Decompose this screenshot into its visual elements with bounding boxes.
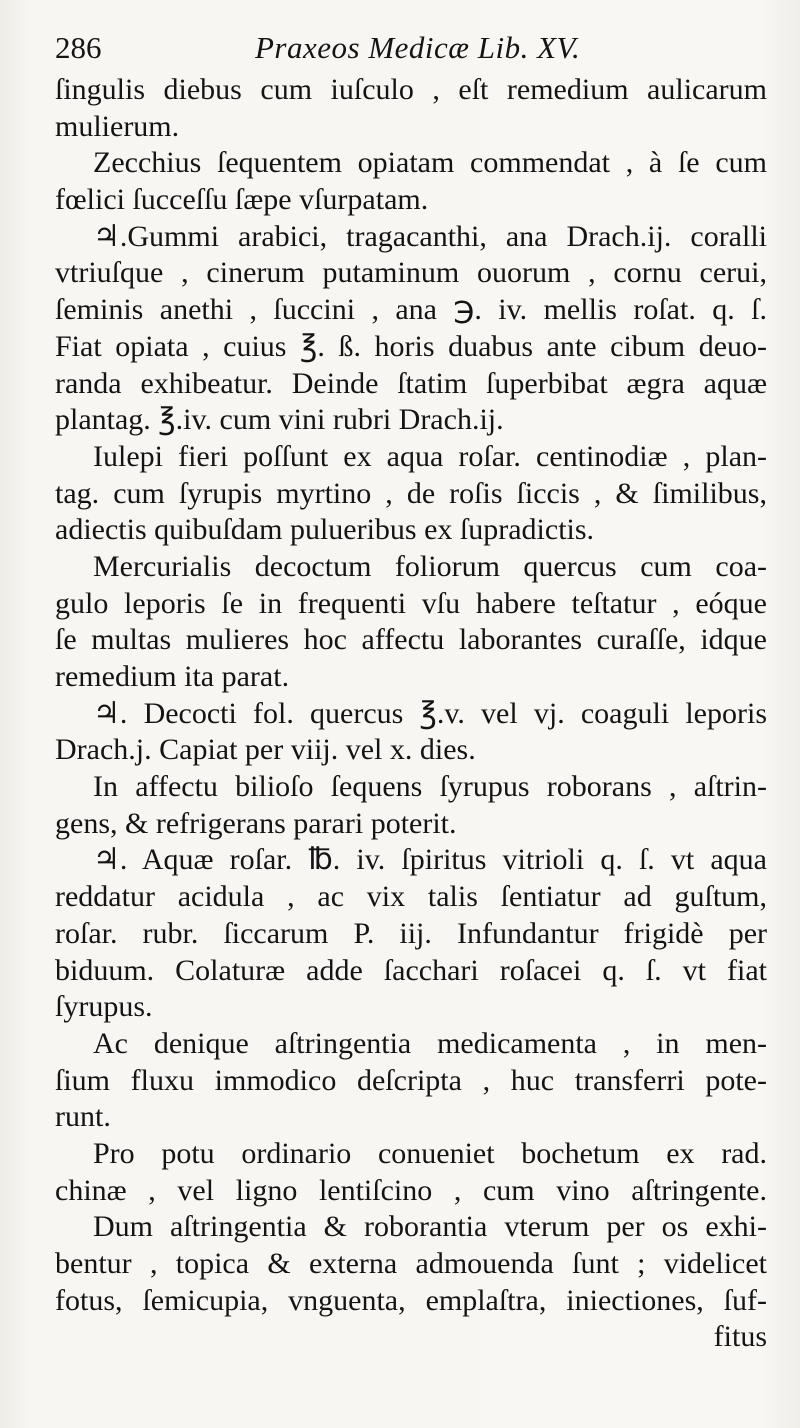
text-line: mulierum. xyxy=(55,109,180,143)
text-line: ♃. Aquæ roſar. ℔. iv. ſpiritus vitrioli q. ſ. vt aqua xyxy=(93,843,767,877)
text-line: ♃.Gummi arabici, tragacanthi, ana Drach.ij. coralli xyxy=(93,219,767,253)
text-line: plantag. ℥.iv. cum vini rubri Drach.ij. xyxy=(55,403,504,437)
text-line: remedium ita parat. xyxy=(55,660,290,693)
text-line: tag. cum ſyrupis myrtino , de roſis ſiccis , & ſimilibus, xyxy=(55,476,767,510)
text-line: Fiat opiata , cuius ℥. ß. horis duabus ante cibum deuo- xyxy=(55,329,767,363)
text-line: Ac denique aſtringentia medicamenta , in men- xyxy=(93,1026,767,1060)
text-line: randa exhibeatur. Deinde ſtatim ſuperbibat ægra aquæ xyxy=(55,366,767,400)
text-line: Zecchius ſequentem opiatam commendat , à ſe cum xyxy=(93,146,767,180)
text-line: fœlici ſucceſſu ſæpe vſurpatam. xyxy=(55,183,429,217)
text-line: runt. xyxy=(55,1100,111,1134)
text-line: ♃. Decocti fol. quercus ℥.v. vel vj. coaguli leporis xyxy=(93,696,767,730)
running-head: Praxeos Medicæ Lib. XV. xyxy=(255,30,581,65)
page-header xyxy=(55,30,755,76)
page-number: 286 xyxy=(55,30,102,65)
text-line: ſium fluxu immodico deſcripta , huc transferri pote- xyxy=(55,1063,767,1097)
text-line: bentur , topica & externa admouenda ſunt ; videlicet xyxy=(55,1247,767,1280)
text-line: adiectis quibuſdam pulueribus ex ſupradictis. xyxy=(55,513,595,547)
text-line: Drach.j. Capiat per viij. vel x. dies. xyxy=(55,733,476,767)
text-line: ſyrupus. xyxy=(55,990,153,1024)
text-line: gens, & refrigerans parari poterit. xyxy=(55,806,457,840)
text-line: Mercurialis decoctum foliorum quercus cum coa- xyxy=(93,549,767,583)
text-line: roſar. rubr. ſiccarum P. iij. Infundantur frigidè per xyxy=(55,916,767,950)
text-body xyxy=(55,72,767,1356)
text-line: reddatur acidula , ac vix talis ſentiatur ad guſtum, xyxy=(55,880,767,914)
text-line: biduum. Colaturæ adde ſacchari roſacei q. ſ. vt fiat xyxy=(55,953,767,987)
text-line: fotus, ſemicupia, vnguenta, emplaſtra, iniectiones, ſuf- xyxy=(55,1283,767,1317)
text-line: ſingulis diebus cum iuſculo , eſt remedium aulicarum xyxy=(55,73,767,106)
text-line: vtriuſque , cinerum putaminum ouorum , cornu cerui, xyxy=(55,256,767,290)
text-line: ſe multas mulieres hoc affectu laborantes curaſſe, idque xyxy=(55,623,767,657)
text-line: Pro potu ordinario conueniet bochetum ex rad. xyxy=(93,1136,767,1170)
text-line: chinæ , vel ligno lentiſcino , cum vino aſtringente. xyxy=(55,1173,767,1207)
text-line: In affectu bilioſo ſequens ſyrupus roborans , aſtrin- xyxy=(93,770,767,804)
text-line: gulo leporis ſe in frequenti vſu habere teſtatur , eóque xyxy=(55,586,767,620)
text-line: Dum aſtringentia & roborantia vterum per os exhi- xyxy=(93,1210,767,1244)
text-line: Iulepi fieri poſſunt ex aqua roſar. centinodiæ , plan- xyxy=(93,439,767,473)
catchword: fitus xyxy=(713,1320,767,1354)
text-line: ſeminis anethi , ſuccini , ana ℈. iv. mellis roſat. q. ſ. xyxy=(55,293,767,327)
